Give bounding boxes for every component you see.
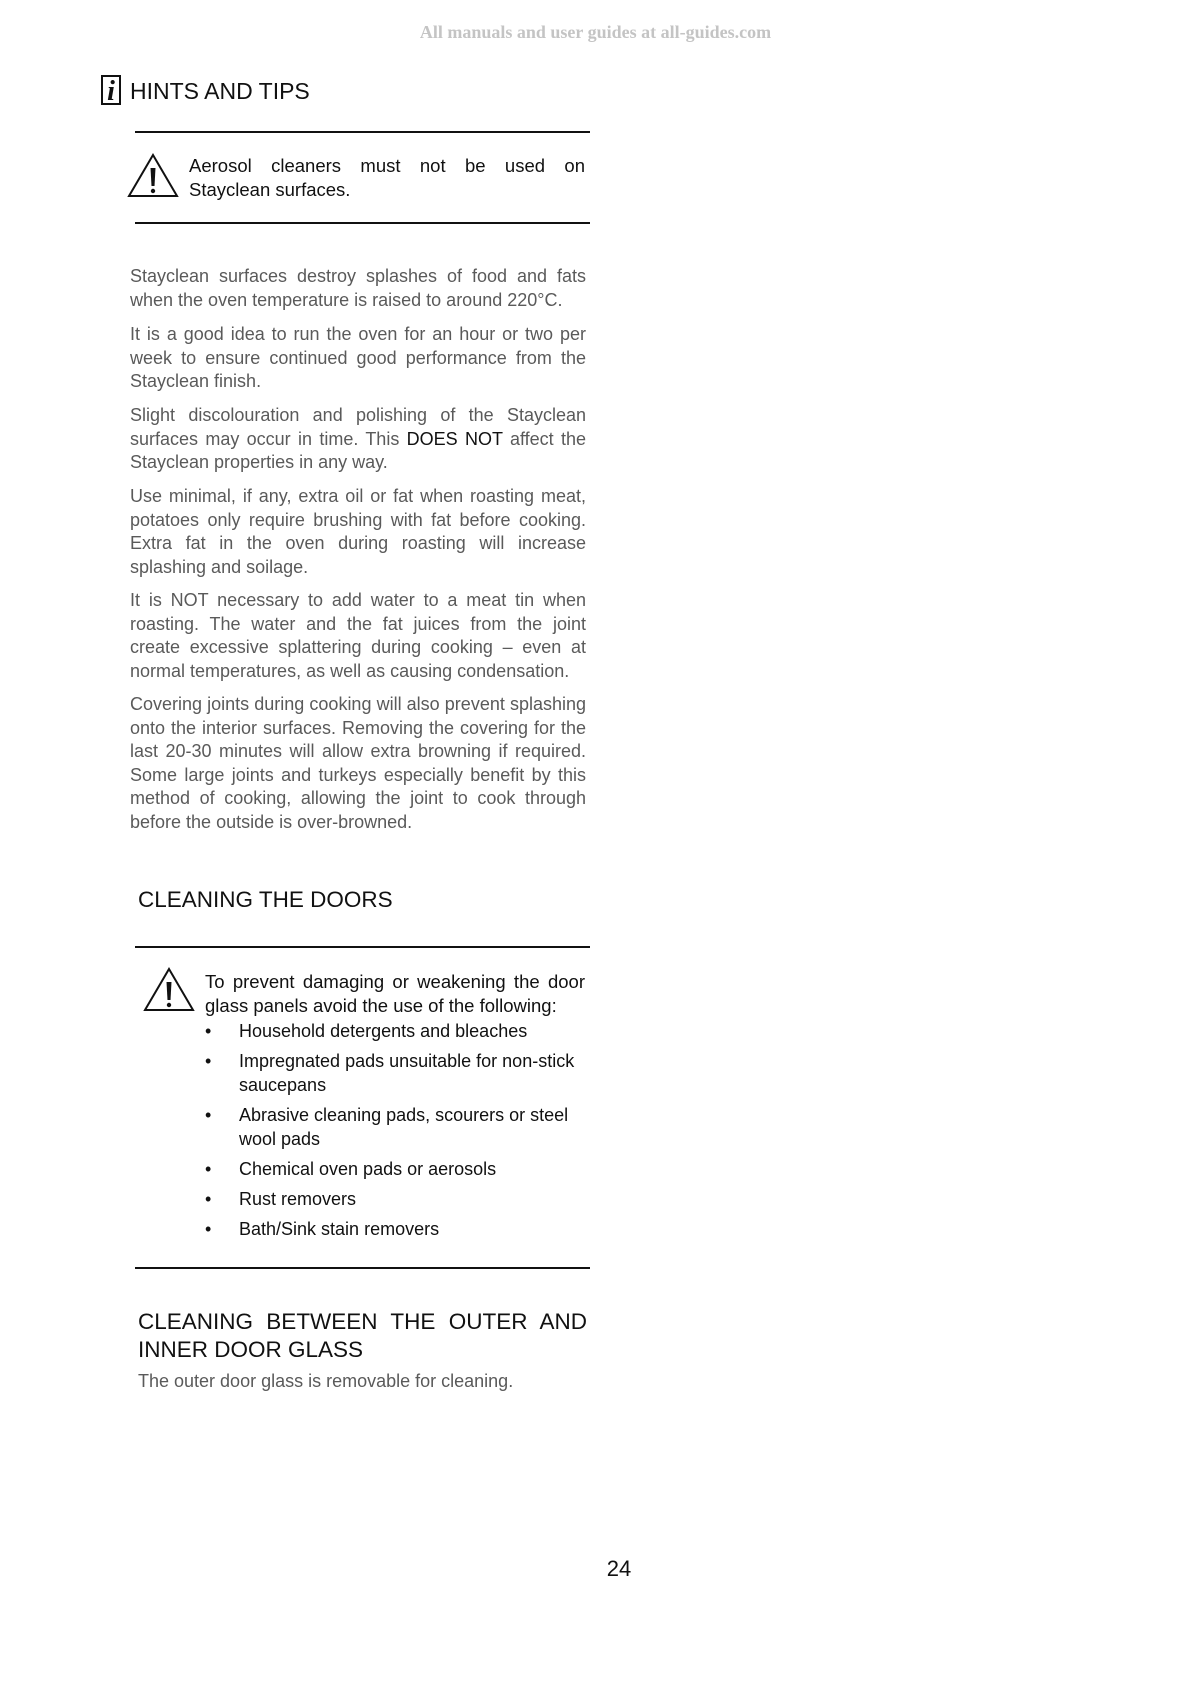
avoid-list [205,1019,588,1241]
paragraph-stayclean-intro: Stayclean surfaces destroy splashes of food and fats when the oven temperature is raised to around 220°C. [130,266,586,310]
page-title: HINTS AND TIPS [130,78,310,104]
paragraph-no-water: It is NOT necessary to add water to a meat tin when roasting. The water and the fat juices from the joint create excessive splattering during cooking – even at normal temperatures, as well as causing condensation. [130,590,586,681]
paragraph-discolouration: Slight discolouration and polishing of the Stayclean surfaces may occur in time. This DOES NOT affect the Stayclean properties in any way. [130,405,586,472]
cleaning-doors-heading: CLEANING THE DOORS [138,887,393,912]
warning-door-glass-text: To prevent damaging or weakening the door glass panels avoid the use of the following: [205,971,585,1016]
cleaning-glass-text: The outer door glass is removable for cleaning. [138,1371,514,1391]
paragraph-minimal-oil: Use minimal, if any, extra oil or fat when roasting meat, potatoes only require brushing with fat before cooking. Extra fat in the oven during roasting will increase splashing and soilage. [130,486,586,577]
divider [135,222,590,224]
divider [135,131,590,133]
divider [135,946,590,948]
list-item: • Chemical oven pads or aerosols [205,1159,497,1179]
list-item: • Bath/Sink stain removers [205,1219,440,1239]
page-number: 24 [606,1556,632,1581]
paragraph-run-oven: It is a good idea to run the oven for an hour or two per week to ensure continued good performance from the Stayclean finish. [130,324,586,391]
list-item: • Rust removers [205,1189,357,1209]
list-item: • Impregnated pads unsuitable for non-stick saucepans [205,1051,575,1095]
warning-aerosol-text: Aerosol cleaners must not be used on Stayclean surfaces. [189,155,585,200]
info-icon: i [101,75,121,105]
list-item: • Abrasive cleaning pads, scourers or steel wool pads [205,1105,569,1149]
list-item: • Household detergents and bleaches [205,1021,528,1041]
warning-triangle-icon [127,153,179,199]
watermark: All manuals and user guides at all-guides.com [419,22,772,42]
paragraph-covering-joints: Covering joints during cooking will also prevent splashing onto the interior surfaces. Removing the covering for the last 20-30 minutes will allow extra browning if required. Some large joints and turkeys especially benefit by this method of cooking, allowing the joint to cook through before the outside is over-browned. [130,694,586,832]
warning-triangle-icon [143,967,195,1013]
divider [135,1267,590,1269]
cleaning-glass-heading: CLEANING BETWEEN THE OUTER AND INNER DOOR GLASS [138,1309,587,1362]
